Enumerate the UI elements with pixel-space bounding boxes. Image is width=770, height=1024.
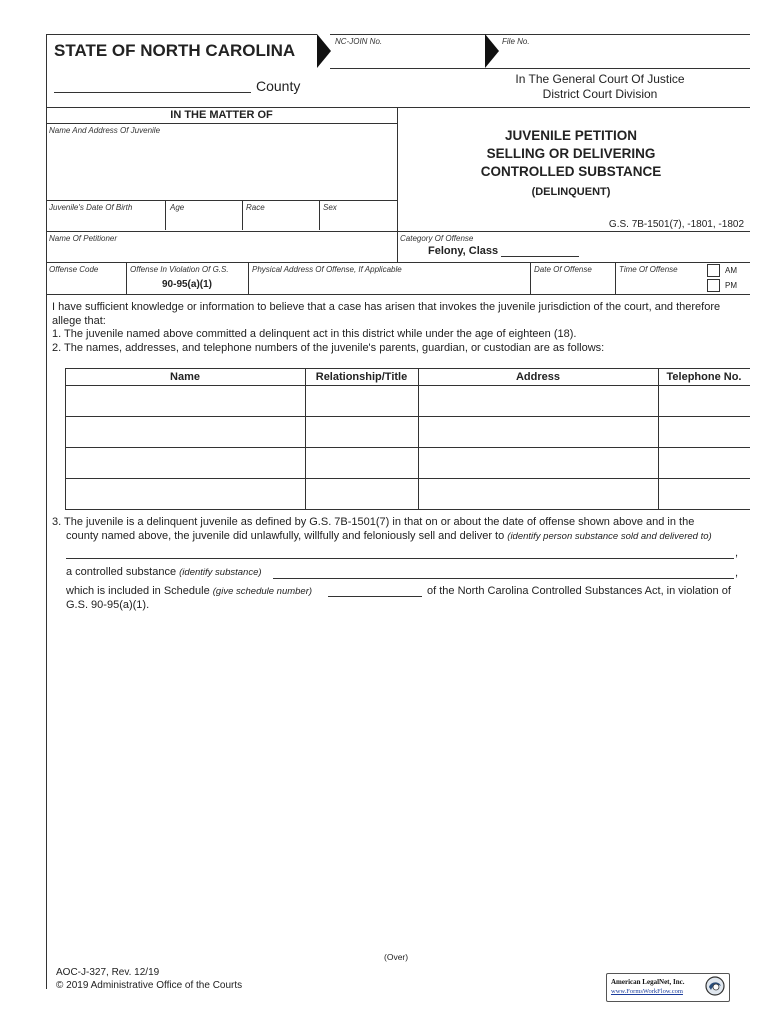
petition-title-line-3: CONTROLLED SUBSTANCE bbox=[480, 164, 662, 179]
offense-date-label: Date Of Offense bbox=[534, 265, 592, 274]
file-arrow-icon bbox=[485, 34, 499, 68]
statute-reference: G.S. 90-95(a)(1). bbox=[66, 599, 150, 611]
col-header-telephone: Telephone No. bbox=[666, 371, 742, 383]
item3-line-2-text: county named above, the juvenile did unlawfully, willfully and feloniously sell and deliver to bbox=[66, 529, 505, 542]
am-label: AM bbox=[725, 266, 737, 275]
offense-divider-3 bbox=[530, 262, 531, 294]
statute-citation: G.S. 7B-1501(7), -1801, -1802 bbox=[608, 219, 744, 230]
intro-line-1: I have sufficient knowledge or information to believe that a case has arisen that invokes the juvenile jurisdiction of the court, and therefore bbox=[52, 301, 721, 313]
table-col-2 bbox=[418, 368, 419, 509]
ncjoin-arrow-icon bbox=[317, 34, 331, 68]
petition-title-line-1: JUVENILE PETITION bbox=[504, 128, 638, 143]
county-label: County bbox=[256, 78, 301, 94]
offense-time-label: Time Of Offense bbox=[619, 265, 678, 274]
age-label: Age bbox=[170, 203, 185, 212]
pm-checkbox[interactable] bbox=[707, 279, 720, 292]
matter-title: IN THE MATTER OF bbox=[170, 109, 273, 121]
col-header-address: Address bbox=[515, 371, 561, 383]
offense-divider-4 bbox=[615, 262, 616, 294]
header-number-rule bbox=[330, 68, 750, 69]
court-line-1: In The General Court Of Justice bbox=[515, 72, 685, 86]
sex-label: Sex bbox=[323, 203, 337, 212]
felony-class-field[interactable] bbox=[501, 245, 579, 257]
allegation-item-2: 2. The names, addresses, and telephone numbers of the juvenile's parents, guardian, or custodian are as follows: bbox=[52, 341, 605, 354]
form-number: AOC-J-327, Rev. 12/19 bbox=[56, 967, 160, 978]
allegation-item-3 bbox=[52, 516, 752, 543]
vendor-logo-icon bbox=[705, 976, 725, 996]
matter-divider bbox=[397, 107, 398, 262]
dob-divider bbox=[165, 200, 166, 230]
item3-line-2-italic: (identify person substance sold and delivered to) bbox=[507, 530, 712, 542]
offense-top-rule bbox=[46, 262, 750, 263]
petitioner-top-rule bbox=[46, 231, 750, 232]
vendor-badge[interactable] bbox=[606, 973, 730, 1002]
left-margin-rule bbox=[46, 34, 47, 989]
offense-code-label: Offense Code bbox=[49, 265, 99, 274]
juvenile-name-address-label: Name And Address Of Juvenile bbox=[49, 126, 161, 135]
table-row[interactable] bbox=[66, 386, 305, 416]
col-header-name: Name bbox=[170, 371, 200, 383]
physical-address-label: Physical Address Of Offense, If Applicable bbox=[252, 265, 402, 274]
table-col-3 bbox=[658, 368, 659, 509]
parents-table bbox=[65, 368, 750, 510]
copyright: © 2019 Administrative Office of the Courts bbox=[56, 980, 243, 991]
offense-divider-2 bbox=[248, 262, 249, 294]
table-rule-bottom bbox=[65, 509, 750, 510]
category-value bbox=[428, 245, 579, 257]
table-row[interactable] bbox=[66, 417, 305, 447]
recipient-fill-line[interactable] bbox=[66, 558, 734, 559]
petitioner-label: Name Of Petitioner bbox=[49, 234, 118, 243]
table-rule-top bbox=[65, 368, 750, 369]
vendor-url[interactable]: www.FormsWorkFlow.com bbox=[611, 988, 683, 995]
intro-line-2: allege that: bbox=[52, 314, 106, 327]
schedule-italic: (give schedule number) bbox=[212, 586, 313, 597]
county-fill-line[interactable] bbox=[54, 92, 251, 93]
substance-italic: (identify substance) bbox=[179, 567, 262, 578]
header-top-rule bbox=[46, 34, 317, 35]
dob-top-rule bbox=[46, 200, 397, 201]
state-title: STATE OF NORTH CAROLINA bbox=[54, 41, 296, 60]
substance-comma: , bbox=[735, 567, 739, 579]
schedule-fill-line[interactable] bbox=[328, 596, 422, 597]
recipient-comma: , bbox=[735, 547, 739, 559]
violation-value: 90-95(a)(1) bbox=[161, 279, 213, 290]
file-label: File No. bbox=[502, 37, 530, 46]
juvenile-name-address-field[interactable] bbox=[48, 136, 396, 198]
table-row[interactable] bbox=[66, 479, 305, 509]
table-col-1 bbox=[305, 368, 306, 509]
age-divider bbox=[242, 200, 243, 230]
matter-top-rule bbox=[46, 107, 750, 108]
allegation-item-1: 1. The juvenile named above committed a delinquent act in this district while under the age of eighteen (18). bbox=[52, 328, 577, 340]
petition-title bbox=[400, 127, 742, 201]
substance-label: a controlled substance bbox=[66, 566, 177, 578]
over-label: (Over) bbox=[384, 952, 409, 962]
schedule-label: which is included in Schedule bbox=[66, 585, 210, 597]
schedule-after-text: of the North Carolina Controlled Substances Act, in violation of bbox=[427, 585, 731, 597]
court-line-2: District Court Division bbox=[542, 87, 658, 101]
court-caption bbox=[470, 72, 730, 102]
matter-title-rule bbox=[46, 123, 397, 124]
violation-label: Offense In Violation Of G.S. bbox=[130, 265, 229, 274]
am-checkbox[interactable] bbox=[707, 264, 720, 277]
item3-line-2 bbox=[52, 530, 752, 544]
substance-text bbox=[66, 566, 262, 580]
dob-label: Juvenile's Date Of Birth bbox=[49, 203, 133, 212]
category-felony-text: Felony, Class bbox=[428, 245, 499, 257]
form-footer bbox=[56, 966, 242, 992]
schedule-text bbox=[66, 585, 312, 599]
offense-bottom-rule bbox=[46, 294, 750, 295]
header-top-rule-right bbox=[330, 34, 750, 35]
race-divider bbox=[319, 200, 320, 230]
table-row[interactable] bbox=[66, 448, 305, 478]
petition-title-line-4: (DELINQUENT) bbox=[531, 186, 611, 198]
allegations-text bbox=[52, 301, 752, 355]
col-header-relationship: Relationship/Title bbox=[315, 371, 408, 383]
item3-line-1: 3. The juvenile is a delinquent juvenile as defined by G.S. 7B-1501(7) in that on or about the date of offense shown above and in the bbox=[52, 516, 695, 528]
pm-label: PM bbox=[725, 281, 737, 290]
category-label: Category Of Offense bbox=[400, 234, 474, 243]
substance-fill-line[interactable] bbox=[273, 578, 734, 579]
vendor-name: American LegalNet, Inc. bbox=[611, 978, 685, 986]
ncjoin-label: NC-JOIN No. bbox=[335, 37, 383, 46]
race-label: Race bbox=[246, 203, 265, 212]
petition-title-line-2: SELLING OR DELIVERING bbox=[486, 146, 656, 161]
